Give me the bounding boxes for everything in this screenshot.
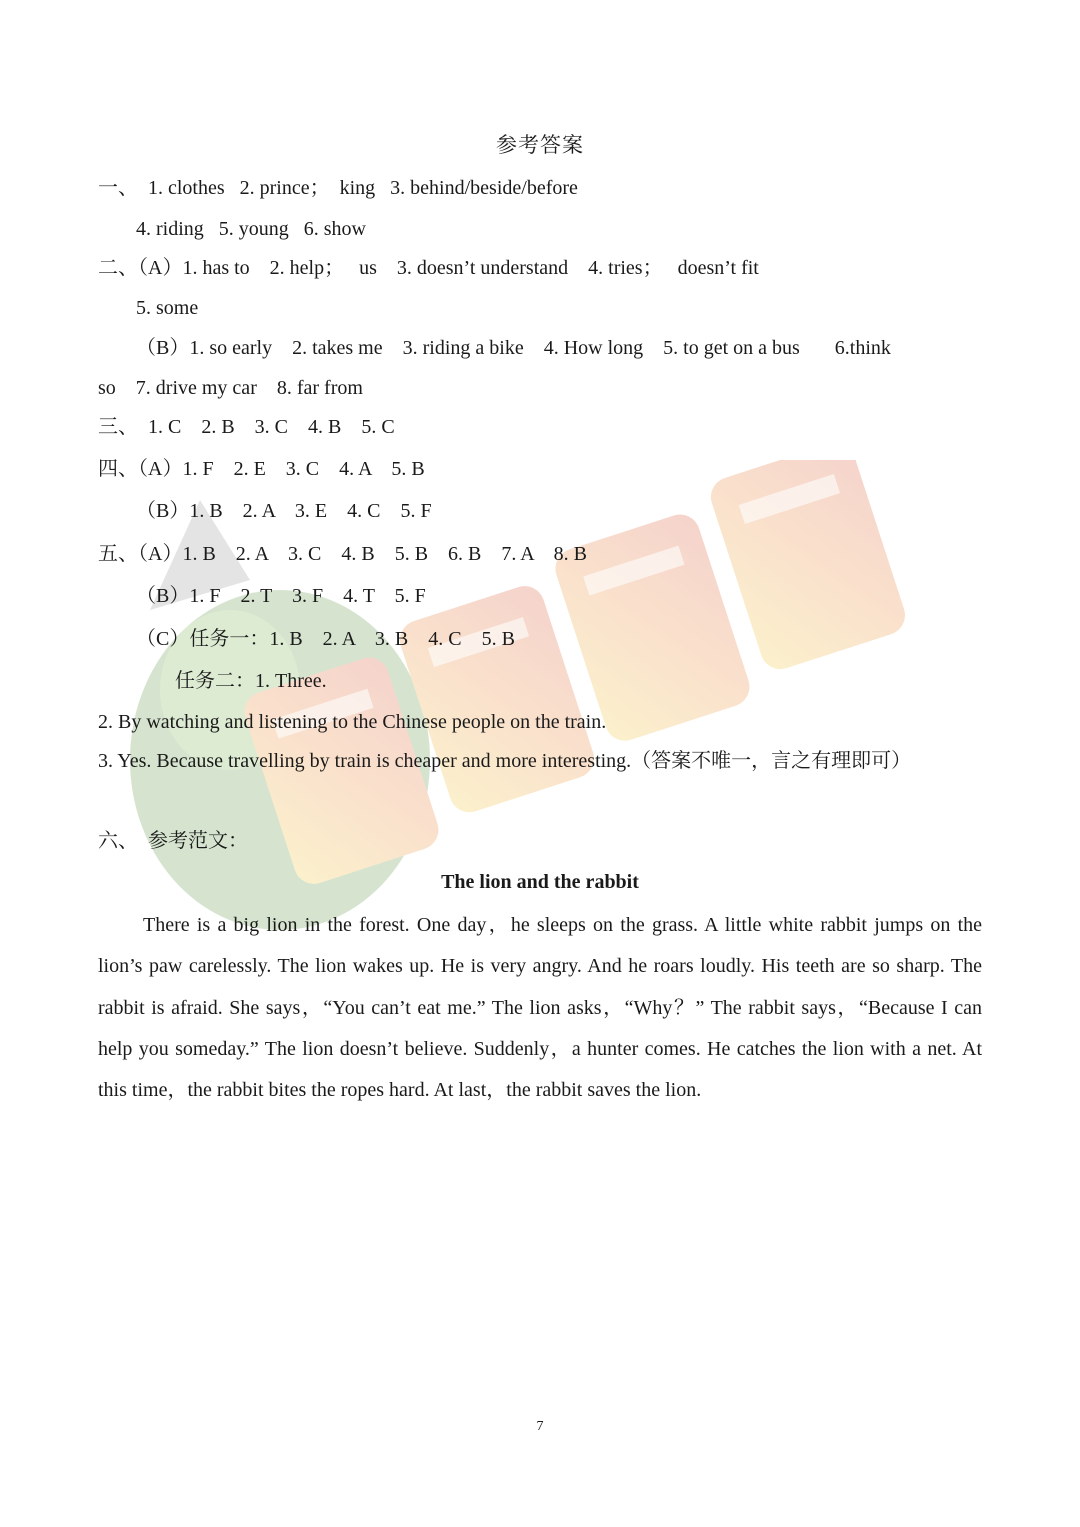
section-2b-line-1: （B）1. so early 2. takes me 3. riding a bike 4. How long 5. to get on a bus 6.think [136, 337, 891, 359]
section-1-line-1: 一、 1. clothes 2. prince； king 3. behind/beside/before [98, 177, 578, 199]
section-1-line-2: 4. riding 5. young 6. show [136, 218, 366, 240]
section-2a-line-2: 5. some [136, 297, 199, 319]
essay-text: There is a big lion in the forest. One day，he sleeps on the grass. A little white rabbit jumps on the lion’s paw carelessly. The lion wakes up. He is very angry. And he roars loudly. His teeth are so sharp. The rabbit is afraid. She says，“You can’t eat me.” The lion asks，“Why？” The rabbit says，“Because I can help you someday.” The lion doesn’t believe. Suddenly，a hunter comes. He catches the lion with a net. At this time，the rabbit bites the ropes hard. At last，the rabbit saves the lion. [98, 914, 982, 1102]
section-5c-task-2-line-1: 任务二：1. Three. [175, 670, 327, 692]
section-2b-line-2: so 7. drive my car 8. far from [98, 377, 363, 399]
section-5c-task-2-line-3: 3. Yes. Because travelling by train is cheaper and more interesting.（答案不唯一，言之有理即可） [98, 750, 912, 772]
answer-key-title: 参考答案 [496, 133, 584, 157]
section-3-line: 三、 1. C 2. B 3. C 4. B 5. C [98, 416, 395, 438]
section-5c-task-1-line: （C）任务一：1. B 2. A 3. B 4. C 5. B [136, 628, 515, 650]
section-2a-line-1: 二、（A）1. has to 2. help； us 3. doesn’t understand 4. tries； doesn’t fit [98, 257, 759, 279]
section-4b-line: （B）1. B 2. A 3. E 4. C 5. F [136, 500, 432, 522]
section-5b-line: （B）1. F 2. T 3. F 4. T 5. F [136, 585, 426, 607]
section-4a-line: 四、（A）1. F 2. E 3. C 4. A 5. B [98, 458, 425, 480]
page-number: 7 [536, 1419, 544, 1434]
section-6-heading: 六、 参考范文： [98, 830, 248, 852]
section-5a-line: 五、（A）1. B 2. A 3. C 4. B 5. B 6. B 7. A 8. B [98, 543, 587, 565]
section-5c-task-2-line-2: 2. By watching and listening to the Chinese people on the train. [98, 711, 607, 733]
essay-title: The lion and the rabbit [441, 871, 639, 893]
